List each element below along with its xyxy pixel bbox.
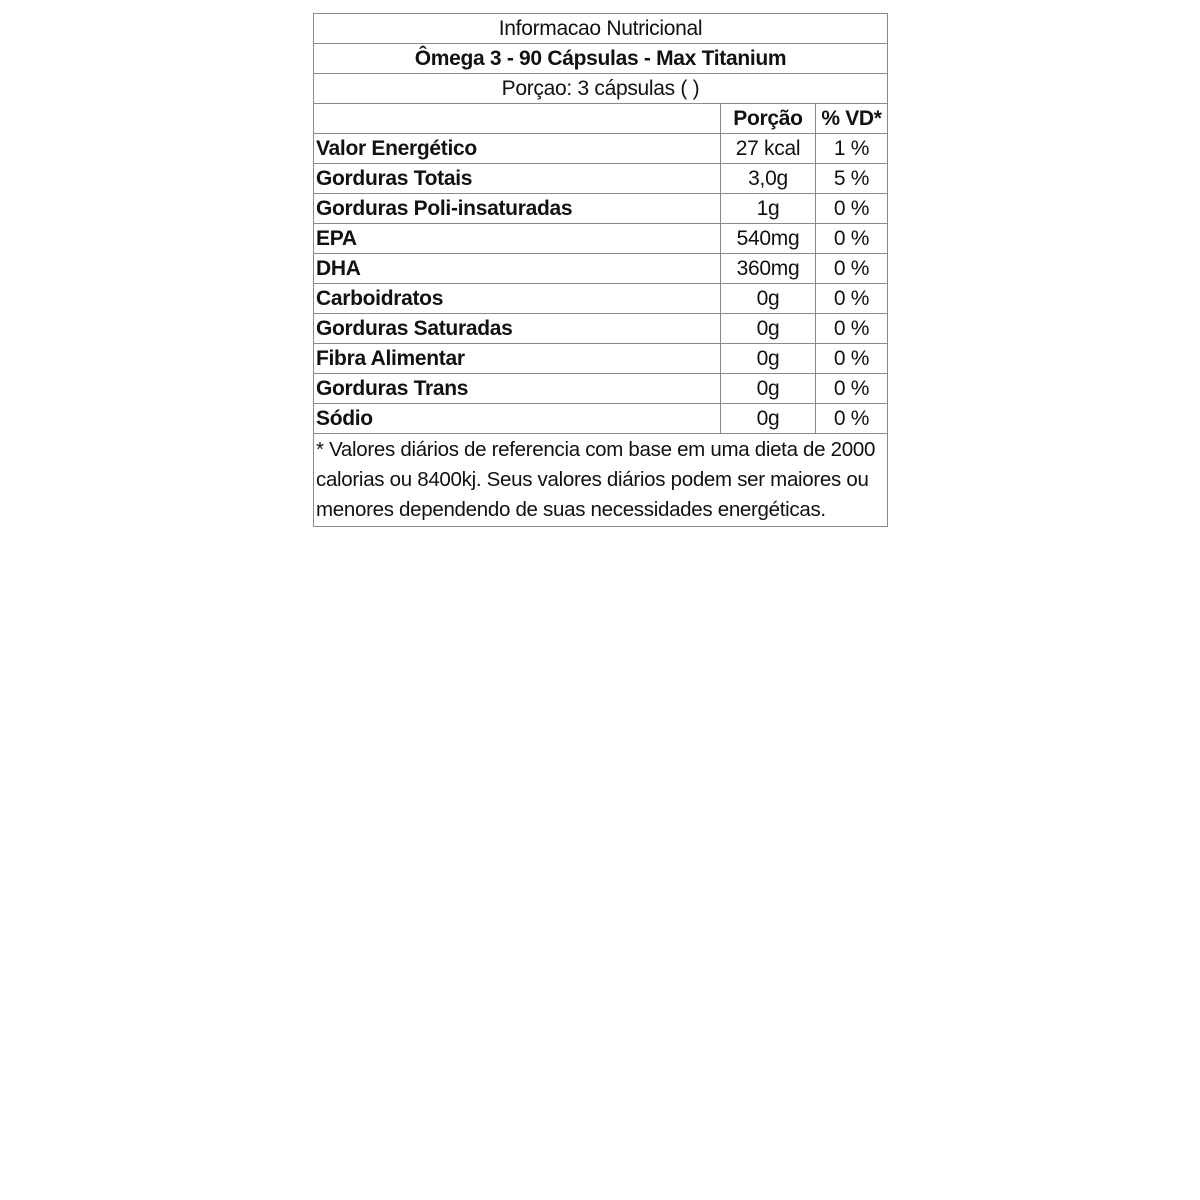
nutrient-portion: 360mg	[721, 254, 816, 284]
footnote: * Valores diários de referencia com base em uma dieta de 2000 calorias ou 8400kj. Seus valores diários podem ser maiores ou menores dependendo de suas necessidades energéticas.	[314, 434, 888, 527]
portion-header: Porção	[721, 104, 816, 134]
nutrient-name: Gorduras Saturadas	[314, 314, 721, 344]
nutrient-vd: 1 %	[816, 134, 888, 164]
nutrition-facts-table	[313, 13, 888, 527]
nutrient-portion: 0g	[721, 404, 816, 434]
nutrient-name: EPA	[314, 224, 721, 254]
title-row	[314, 14, 888, 44]
nutrient-name: Gorduras Poli-insaturadas	[314, 194, 721, 224]
footnote-row	[314, 434, 888, 527]
nutrient-vd: 0 %	[816, 314, 888, 344]
table-row	[314, 164, 888, 194]
nutrient-vd: 0 %	[816, 404, 888, 434]
serving-row	[314, 74, 888, 104]
nutrient-vd: 0 %	[816, 194, 888, 224]
nutrient-portion: 0g	[721, 314, 816, 344]
table-row	[314, 374, 888, 404]
nutrient-portion: 3,0g	[721, 164, 816, 194]
table-row	[314, 404, 888, 434]
nutrient-vd: 0 %	[816, 344, 888, 374]
nutrient-name: Valor Energético	[314, 134, 721, 164]
table-row	[314, 284, 888, 314]
label-title: Informacao Nutricional	[314, 14, 888, 44]
header-row	[314, 104, 888, 134]
nutrient-portion: 0g	[721, 344, 816, 374]
table-row	[314, 314, 888, 344]
nutrient-portion: 27 kcal	[721, 134, 816, 164]
product-name: Ômega 3 - 90 Cápsulas - Max Titanium	[314, 44, 888, 74]
table-row	[314, 344, 888, 374]
nutrient-portion: 0g	[721, 374, 816, 404]
vd-header: % VD*	[816, 104, 888, 134]
header-blank	[314, 104, 721, 134]
nutrient-name: Carboidratos	[314, 284, 721, 314]
nutrient-portion: 540mg	[721, 224, 816, 254]
nutrient-name: DHA	[314, 254, 721, 284]
nutrient-portion: 0g	[721, 284, 816, 314]
table-row	[314, 224, 888, 254]
nutrient-vd: 0 %	[816, 254, 888, 284]
nutrient-name: Sódio	[314, 404, 721, 434]
table-row	[314, 194, 888, 224]
nutrient-portion: 1g	[721, 194, 816, 224]
nutrient-vd: 0 %	[816, 284, 888, 314]
nutrient-vd: 5 %	[816, 164, 888, 194]
serving-size: Porçao: 3 cápsulas ( )	[314, 74, 888, 104]
nutrient-name: Fibra Alimentar	[314, 344, 721, 374]
table-row	[314, 134, 888, 164]
nutrient-vd: 0 %	[816, 374, 888, 404]
product-row	[314, 44, 888, 74]
table-row	[314, 254, 888, 284]
nutrient-name: Gorduras Totais	[314, 164, 721, 194]
nutrient-name: Gorduras Trans	[314, 374, 721, 404]
nutrient-vd: 0 %	[816, 224, 888, 254]
